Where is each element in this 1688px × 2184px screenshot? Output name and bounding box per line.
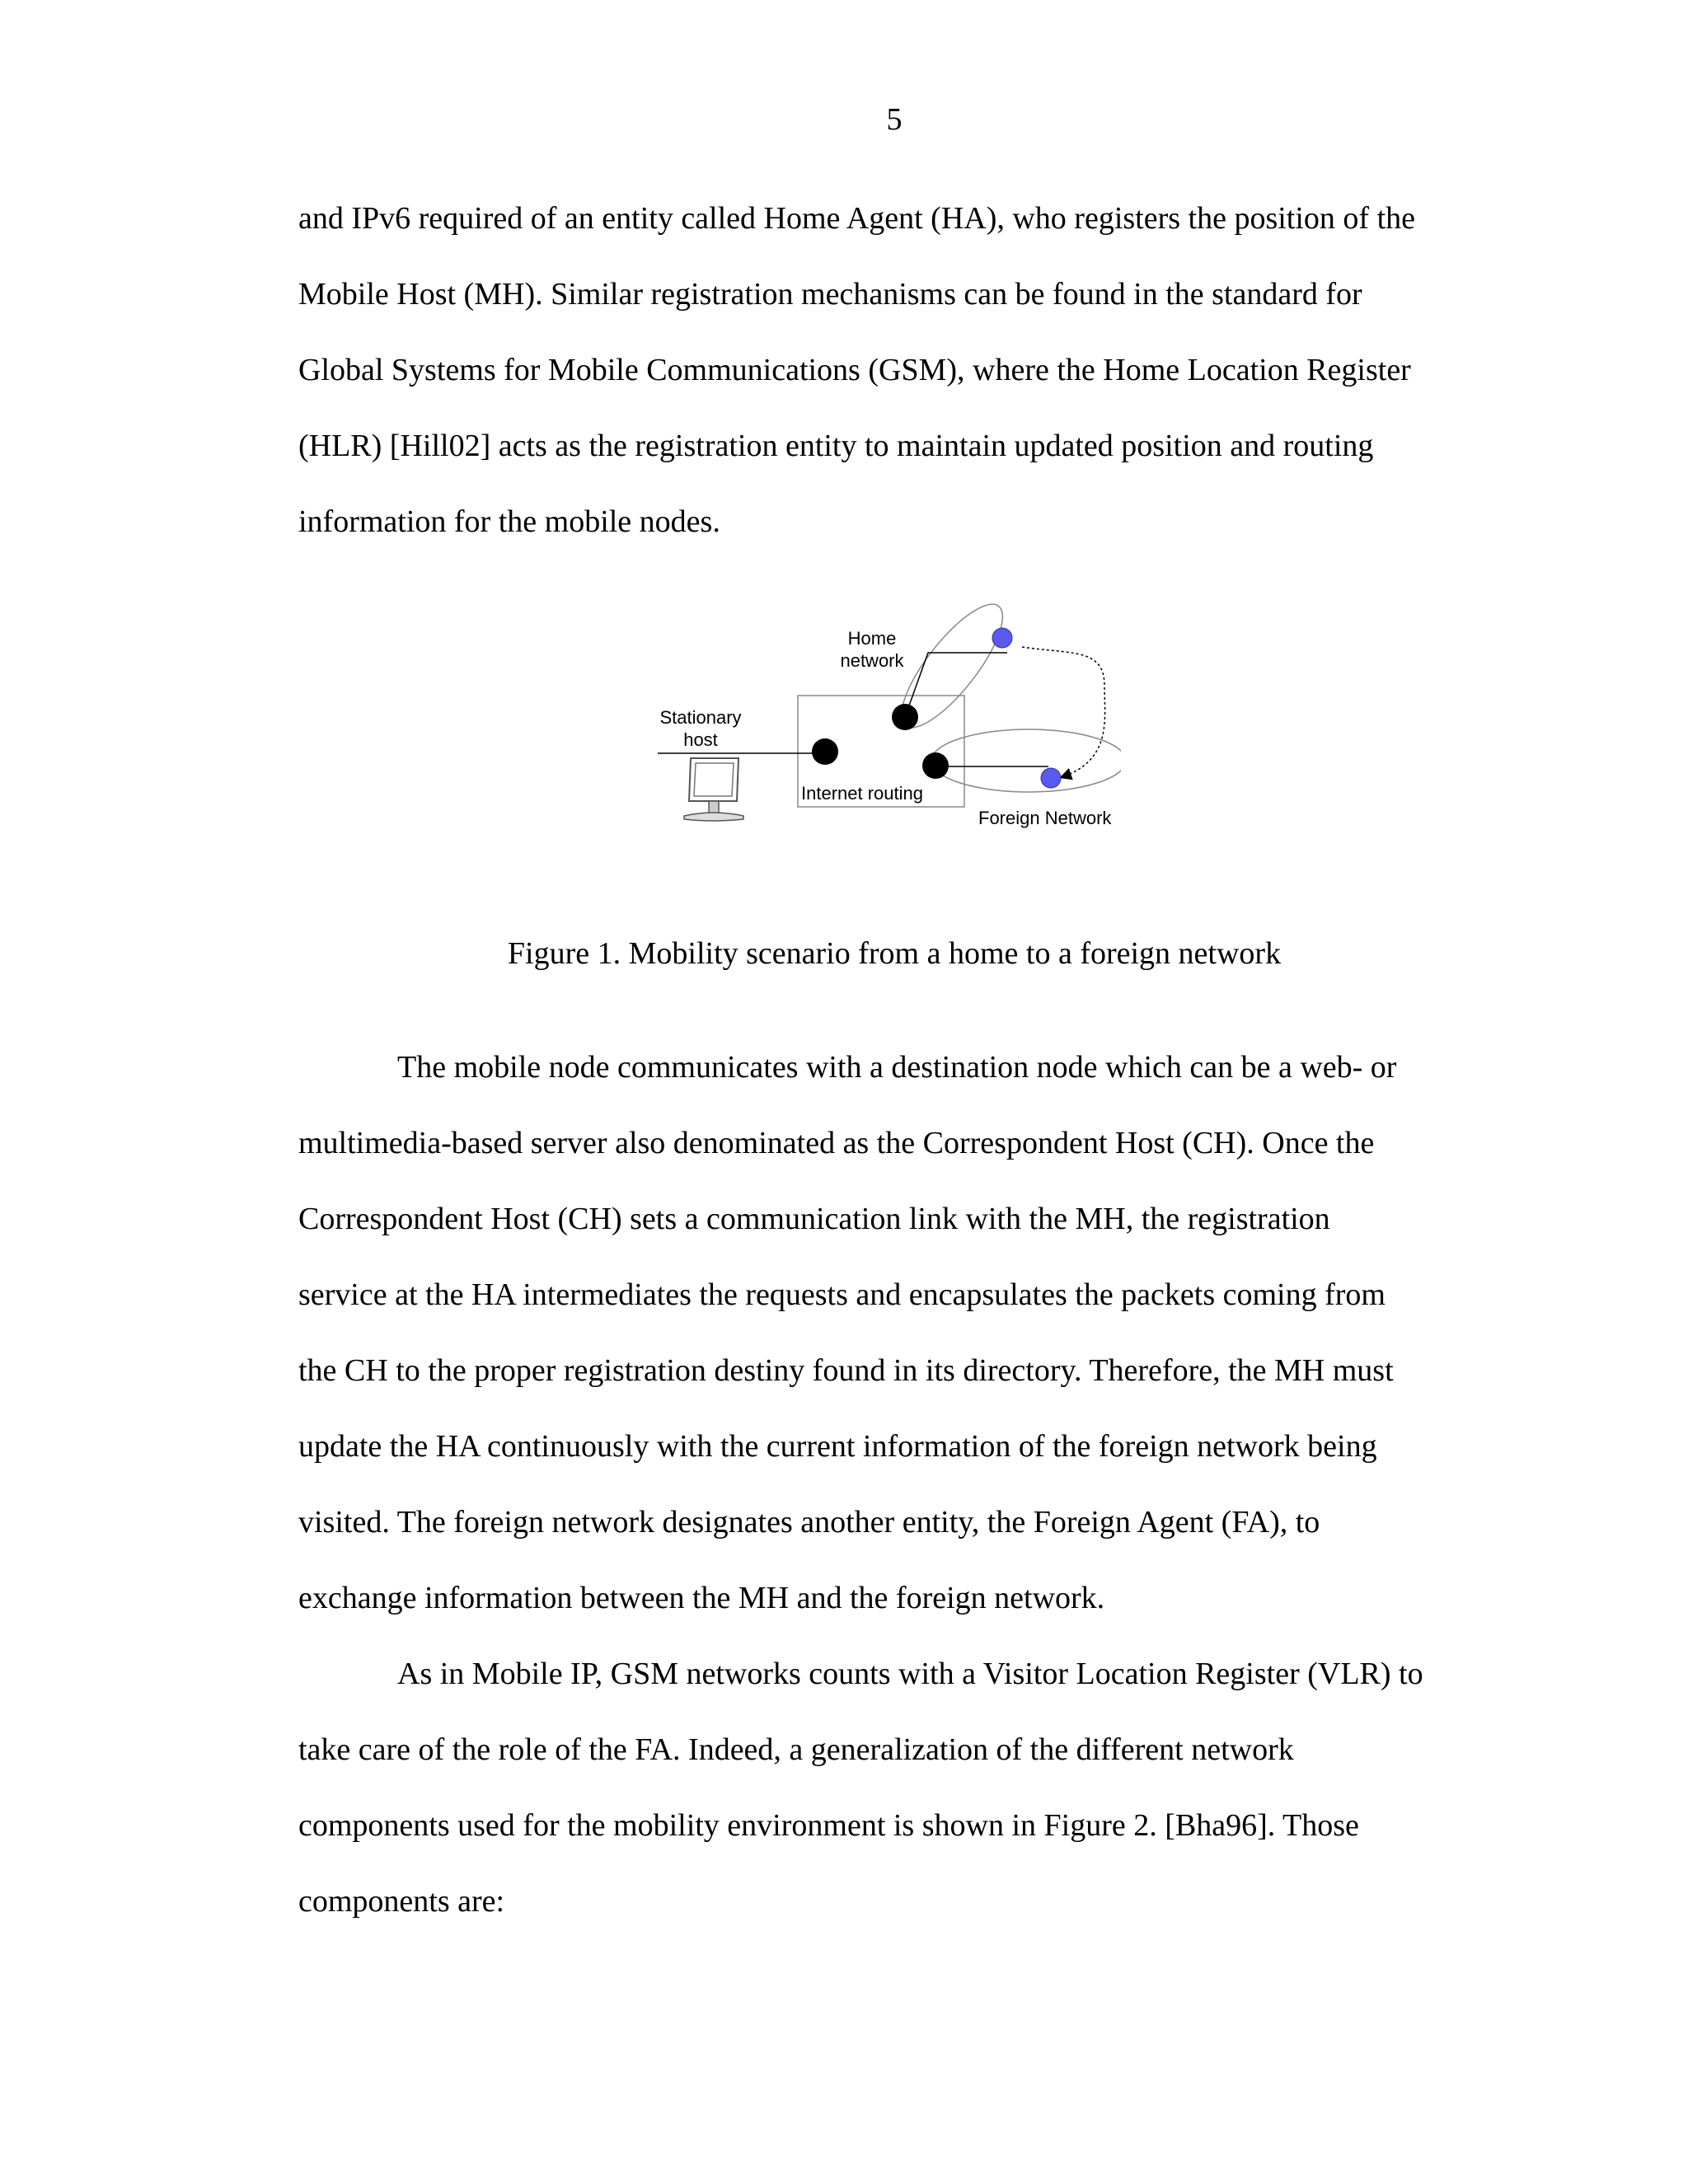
- page-number: 5: [886, 102, 903, 137]
- paragraph-2-line: service at the HA intermediates the requests and encapsulates the packets coming from: [298, 1277, 1386, 1312]
- mobile-host-home: [992, 628, 1012, 648]
- paragraph-2-line: Correspondent Host (CH) sets a communication link with the MH, the registration: [298, 1202, 1330, 1236]
- paragraph-1-line: (HLR) [Hill02] acts as the registration entity to maintain updated position and routing: [298, 429, 1374, 463]
- paragraph-3-line: components used for the mobility environment is shown in Figure 2. [Bha96]. Those: [298, 1808, 1359, 1843]
- home-network-label-line-1: Home: [847, 628, 897, 649]
- foreign-network-ellipse: [931, 729, 1121, 792]
- paragraph-3-line: components are:: [298, 1884, 505, 1919]
- router-node: [812, 738, 838, 765]
- foreign-agent-node: [922, 752, 949, 779]
- internet-routing-label: Internet routing: [801, 783, 923, 804]
- paragraph-1-line: and IPv6 required of an entity called Home Agent (HA), who registers the position of the: [298, 201, 1415, 236]
- mobility-diagram: [643, 595, 1121, 842]
- paragraph-2-line: the CH to the proper registration destiny found in its directory. Therefore, the MH must: [298, 1353, 1394, 1388]
- paragraph-2-line: update the HA continuously with the current information of the foreign network being: [298, 1429, 1377, 1464]
- paragraph-2-line: The mobile node communicates with a destination node which can be a web- or: [397, 1050, 1397, 1085]
- paragraph-2-line: visited. The foreign network designates another entity, the Foreign Agent (FA), to: [298, 1505, 1320, 1540]
- paragraph-2-line: exchange information between the MH and the foreign network.: [298, 1581, 1105, 1615]
- paragraph-2-line: multimedia-based server also denominated as the Correspondent Host (CH). Once the: [298, 1126, 1375, 1160]
- paragraph-3-line: take care of the role of the FA. Indeed, a generalization of the different network: [298, 1732, 1294, 1767]
- paragraph-3-line: As in Mobile IP, GSM networks counts with a Visitor Location Register (VLR) to: [397, 1657, 1423, 1691]
- movement-arrow: [1022, 647, 1105, 777]
- home-agent-node: [892, 704, 918, 730]
- foreign-network-label: Foreign Network: [978, 808, 1112, 828]
- stationary-host-label-line-1: Stationary: [659, 707, 742, 728]
- home-network-label-line-2: network: [840, 650, 904, 671]
- stationary-host-label-line-2: host: [683, 729, 718, 750]
- mobile-host-foreign: [1041, 768, 1061, 788]
- paragraph-1-line: information for the mobile nodes.: [298, 504, 720, 539]
- computer-icon: [684, 758, 743, 821]
- paragraph-1-line: Global Systems for Mobile Communications (GSM), where the Home Location Register: [298, 353, 1411, 387]
- figure-caption: Figure 1. Mobility scenario from a home to a foreign network: [507, 936, 1282, 971]
- mobility-figure: [643, 595, 1121, 842]
- home-agent-link: [905, 653, 1007, 717]
- paragraph-1-line: Mobile Host (MH). Similar registration mechanisms can be found in the standard for: [298, 277, 1362, 312]
